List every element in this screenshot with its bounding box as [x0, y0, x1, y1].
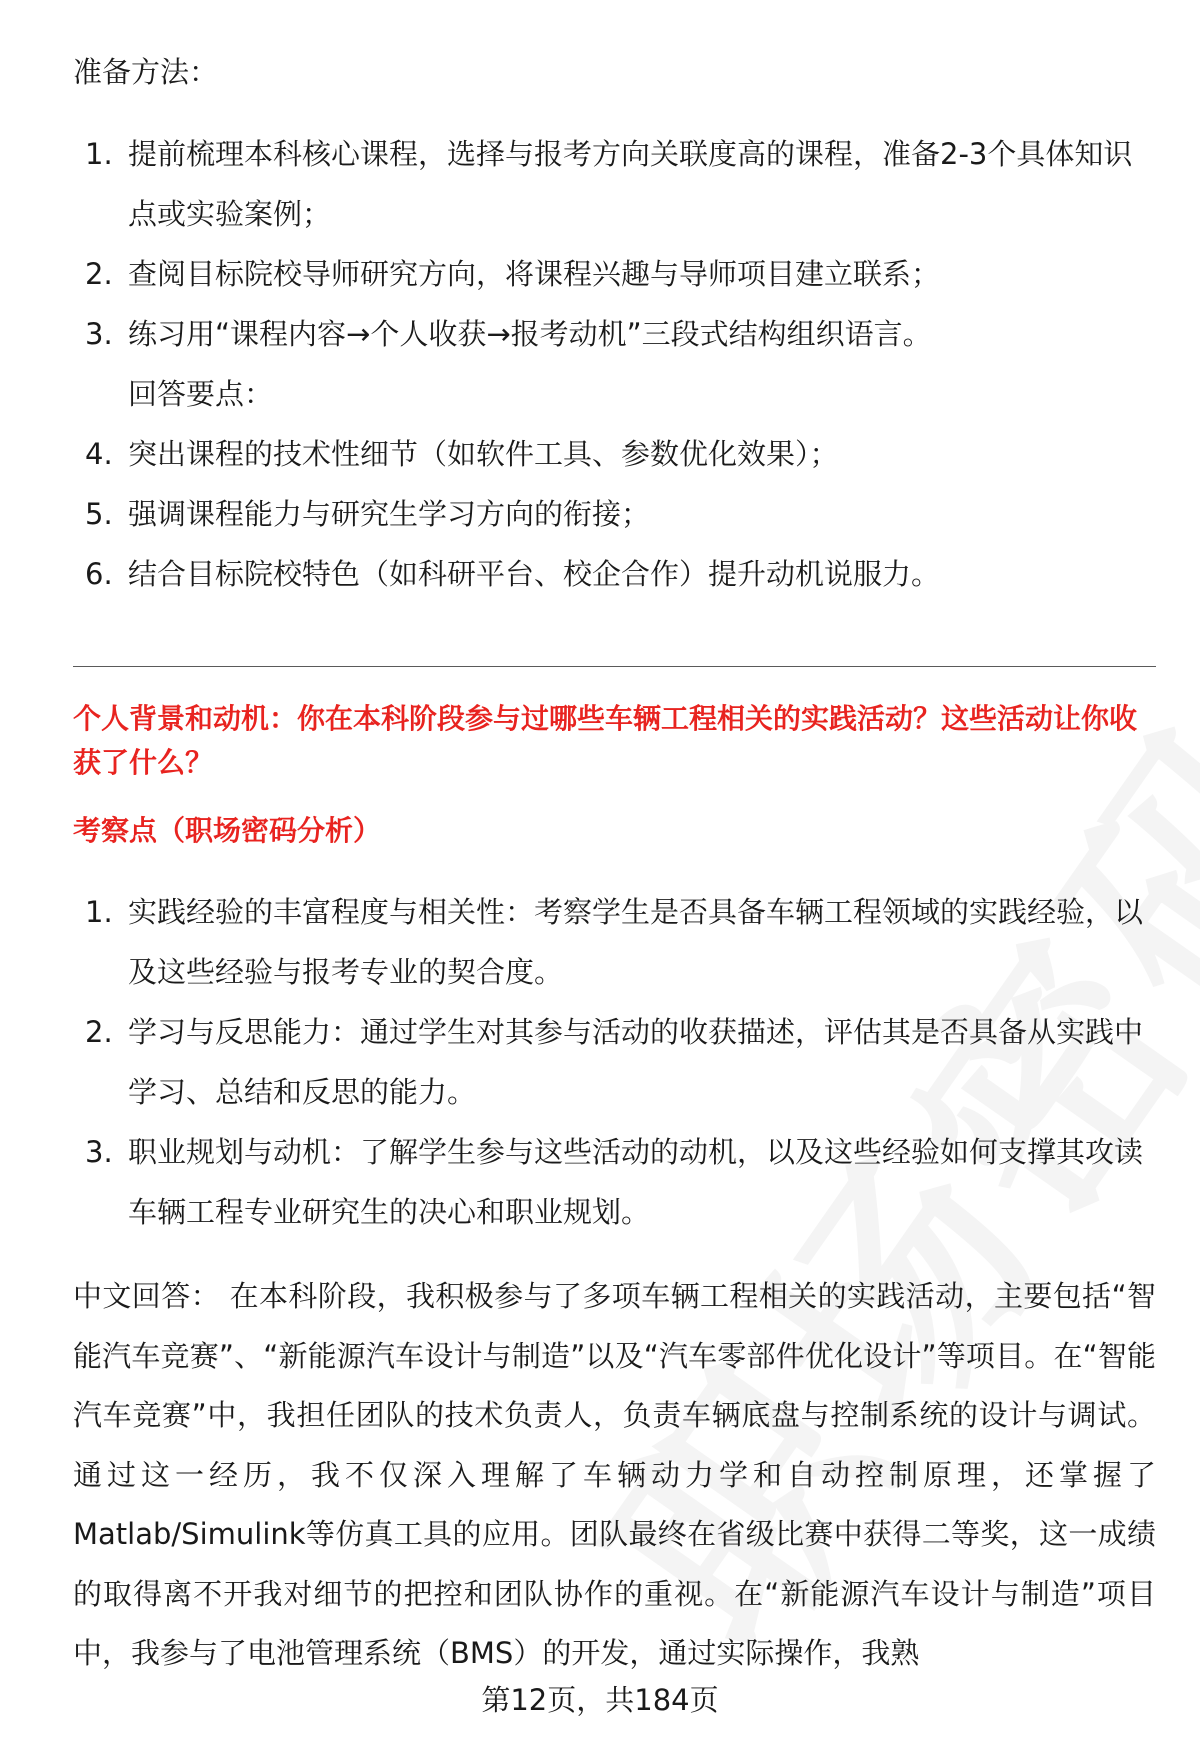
answer-paragraph: 中文回答： 在本科阶段，我积极参与了多项车辆工程相关的实践活动，主要包括“智能汽车竞赛”、“新能源汽车设计与制造”以及“汽车零部件优化设计”等项目。在“智能汽车竞赛”中，我担任团队的技术负责人，负责车辆底盘与控制系统的设计与调试。通过这一经历，我不仅深入理解了车辆动力学和自动控制原理，还掌握了Matlab/Simulink等仿真工具的应用。团队最终在省级比赛中获得二等奖，这一成绩的取得离不开我对细节的把控和团队协作的重视。在“新能源汽车设计与制造”项目中，我参与了电池管理系统（BMS）的开发，通过实际操作，我熟: [73, 1279, 1156, 1670]
list-number: 2.: [85, 257, 113, 291]
list-text: 学习与反思能力：通过学生对其参与活动的收获描述，评估其是否具备从实践中学习、总结和反思的能力。: [128, 1015, 1144, 1109]
list-item: [73, 882, 1153, 1002]
list-text: 强调课程能力与研究生学习方向的衔接；: [128, 497, 651, 531]
question-title: 个人背景和动机：你在本科阶段参与过哪些车辆工程相关的实践活动？这些活动让你收获了什么？: [73, 702, 1138, 779]
prep-list: [73, 124, 1153, 604]
list-number: 2.: [85, 1015, 113, 1049]
list-text: 结合目标院校特色（如科研平台、校企合作）提升动机说服力。: [128, 557, 941, 591]
list-text: 提前梳理本科核心课程，选择与报考方向关联度高的课程，准备2-3个具体知识点或实验案例；: [128, 137, 1133, 231]
prep-label: 准备方法：: [73, 55, 219, 89]
list-number: 3.: [85, 1135, 113, 1169]
page-number: 第12页，共184页: [481, 1683, 719, 1717]
list-text: 实践经验的丰富程度与相关性：考察学生是否具备车辆工程领域的实践经验，以及这些经验与报考专业的契合度。: [128, 895, 1144, 989]
list-number: 1.: [85, 137, 113, 171]
list-item: [73, 484, 1153, 544]
list-item: [73, 124, 1153, 244]
list-item: [73, 544, 1153, 604]
list-item: [73, 1002, 1153, 1122]
section-divider: [73, 666, 1156, 667]
list-item: [73, 424, 1153, 484]
assessment-list: [73, 882, 1153, 1242]
list-text: 突出课程的技术性细节（如软件工具、参数优化效果）；: [128, 437, 839, 471]
list-number: 1.: [85, 895, 113, 929]
list-number: 6.: [85, 557, 113, 591]
list-number: 4.: [85, 437, 113, 471]
list-number: 3.: [85, 317, 113, 351]
list-number: 5.: [85, 497, 113, 531]
answer-points-label: 回答要点：: [128, 377, 274, 411]
list-text: 职业规划与动机：了解学生参与这些活动的动机，以及这些经验如何支撑其攻读车辆工程专业研究生的决心和职业规划。: [128, 1135, 1144, 1229]
list-item: [73, 244, 1153, 304]
list-text: 练习用“课程内容→个人收获→报考动机”三段式结构组织语言。: [128, 317, 932, 351]
list-text: 查阅目标院校导师研究方向，将课程兴趣与导师项目建立联系；: [128, 257, 941, 291]
list-item: [73, 1122, 1153, 1242]
question-subtitle: 考察点（职场密码分析）: [73, 814, 382, 847]
list-item: [73, 304, 1153, 424]
